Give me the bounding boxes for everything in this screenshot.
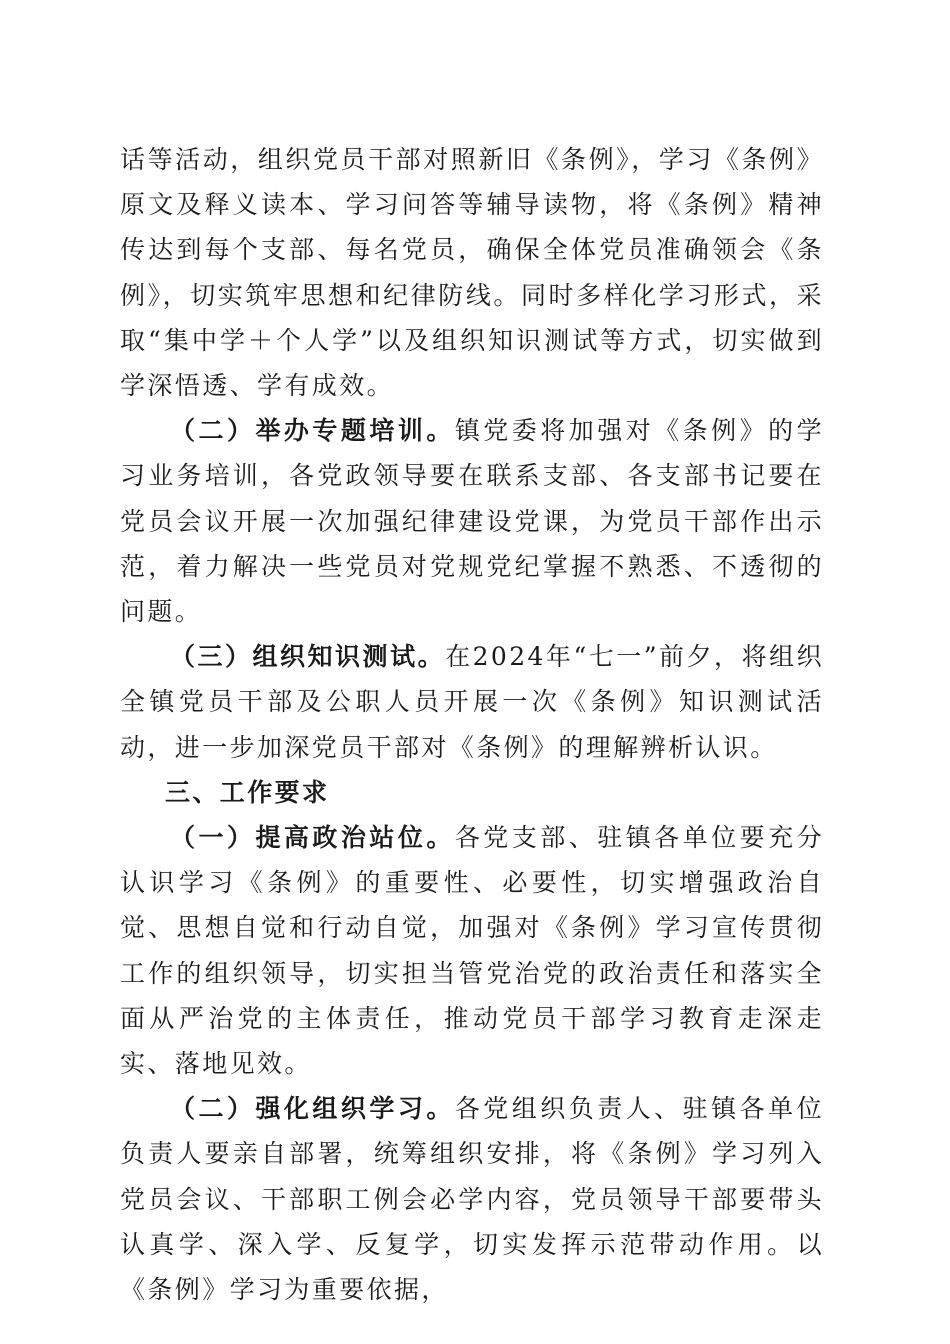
paragraph-text: 各党组织负责人、驻镇各单位负责人要亲自部署，统筹组织安排，将《条例》学习列入党员会议、干部职工例会必学内容，党员领导干部要带头认真学、深入学、反复学，切实发挥示范带动作用。以《条例》学习为重要依据， [120,1094,824,1305]
paragraph-lead: （二）举办专题培训。 [170,416,455,446]
paragraph-text: 话等活动，组织党员干部对照新旧《条例》，学习《条例》原文及释义读本、学习问答等辅导读物，将《条例》精神传达到每个支部、每名党员，确保全体党员准确领会《条例》，切实筑牢思想和纪律防线。同时多样化学习形式，采取“集中学＋个人学”以及组织知识测试等方式，切实做到学深悟透、学有成效。 [120,145,824,401]
paragraph-lead: （三）组织知识测试。 [170,642,446,672]
paragraph-political-stance [120,815,824,1086]
section-heading: 三、工作要求 [165,777,330,807]
paragraph-text: 镇党委将加强对《条例》的学习业务培训，各党政领导要在联系支部、各支部书记要在党员会议开展一次加强纪律建设党课，为党员干部作出示范，着力解决一些党员对党规党纪掌握不熟悉、不透彻的问题。 [120,416,824,627]
paragraph-knowledge-test [120,634,824,770]
paragraph-text: 在2024年“七一”前夕，将组织全镇党员干部及公职人员开展一次《条例》知识测试活动，进一步加深党员干部对《条例》的理解辨析认识。 [120,642,824,762]
paragraph-training [120,408,824,634]
paragraph-lead: （二）强化组织学习。 [170,1094,455,1124]
paragraph-continuation [120,137,824,408]
document-body [120,137,824,1312]
paragraph-text: 各党支部、驻镇各单位要充分认识学习《条例》的重要性、必要性，切实增强政治自觉、思想自觉和行动自觉，加强对《条例》学习宣传贯彻工作的组织领导，切实担当管党治党的政治责任和落实全面从严治党的主体责任，推动党员干部学习教育走深走实、落地见效。 [120,823,824,1079]
paragraph-organized-study [120,1086,824,1312]
paragraph-lead: （一）提高政治站位。 [170,823,455,853]
